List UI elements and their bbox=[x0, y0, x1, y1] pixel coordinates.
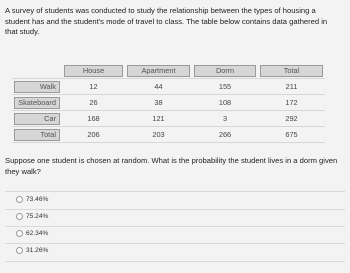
table-cell: 172 bbox=[258, 95, 325, 111]
row-header-total: Total bbox=[14, 129, 60, 141]
radio-button-icon[interactable] bbox=[16, 196, 23, 203]
table-cell: 26 bbox=[62, 95, 125, 111]
table-row bbox=[12, 127, 325, 143]
table-cell: 292 bbox=[258, 111, 325, 127]
radio-button-icon[interactable] bbox=[16, 247, 23, 254]
divider bbox=[5, 191, 345, 192]
row-header-car: Car bbox=[14, 113, 60, 125]
table-cell: 266 bbox=[192, 127, 258, 143]
row-header-walk: Walk bbox=[14, 81, 60, 93]
table-cell: 108 bbox=[192, 95, 258, 111]
table-row bbox=[12, 79, 325, 95]
answer-option-2[interactable] bbox=[16, 213, 48, 220]
table-corner-cell bbox=[12, 63, 62, 79]
divider bbox=[5, 209, 345, 210]
table-header-row bbox=[12, 63, 325, 79]
answer-option-label: 73.46% bbox=[26, 196, 49, 203]
problem-intro: A survey of students was conducted to study the relationship between the types of housing a student has and the student's mode of travel to class. The table below contains data gathered in that study. bbox=[5, 6, 328, 37]
table-cell: 211 bbox=[258, 79, 325, 95]
radio-button-icon[interactable] bbox=[16, 213, 23, 220]
answer-option-1[interactable] bbox=[16, 196, 48, 203]
divider bbox=[5, 226, 345, 227]
table-cell: 203 bbox=[125, 127, 192, 143]
table-cell: 155 bbox=[192, 79, 258, 95]
answer-option-label: 31.26% bbox=[26, 247, 49, 254]
row-header-skateboard: Skateboard bbox=[14, 97, 60, 109]
table-cell: 12 bbox=[62, 79, 125, 95]
table-cell: 206 bbox=[62, 127, 125, 143]
radio-button-icon[interactable] bbox=[16, 230, 23, 237]
column-header-dorm: Dorm bbox=[194, 65, 256, 77]
column-header-house: House bbox=[64, 65, 123, 77]
answer-option-3[interactable] bbox=[16, 230, 48, 237]
question-text: Suppose one student is chosen at random. What is the probability the student lives in a dorm given they walk? bbox=[5, 156, 338, 176]
table-cell: 168 bbox=[62, 111, 125, 127]
divider bbox=[5, 261, 345, 262]
answer-option-label: 62.34% bbox=[26, 230, 49, 237]
divider bbox=[5, 243, 345, 244]
column-header-total: Total bbox=[260, 65, 323, 77]
table-cell: 38 bbox=[125, 95, 192, 111]
table-row bbox=[12, 111, 325, 127]
table-cell: 44 bbox=[125, 79, 192, 95]
table-cell: 3 bbox=[192, 111, 258, 127]
table-row bbox=[12, 95, 325, 111]
data-table bbox=[12, 63, 325, 143]
answer-option-label: 75.24% bbox=[26, 213, 49, 220]
table-cell: 675 bbox=[258, 127, 325, 143]
answer-option-4[interactable] bbox=[16, 247, 48, 254]
column-header-apartment: Apartment bbox=[127, 65, 190, 77]
table-cell: 121 bbox=[125, 111, 192, 127]
